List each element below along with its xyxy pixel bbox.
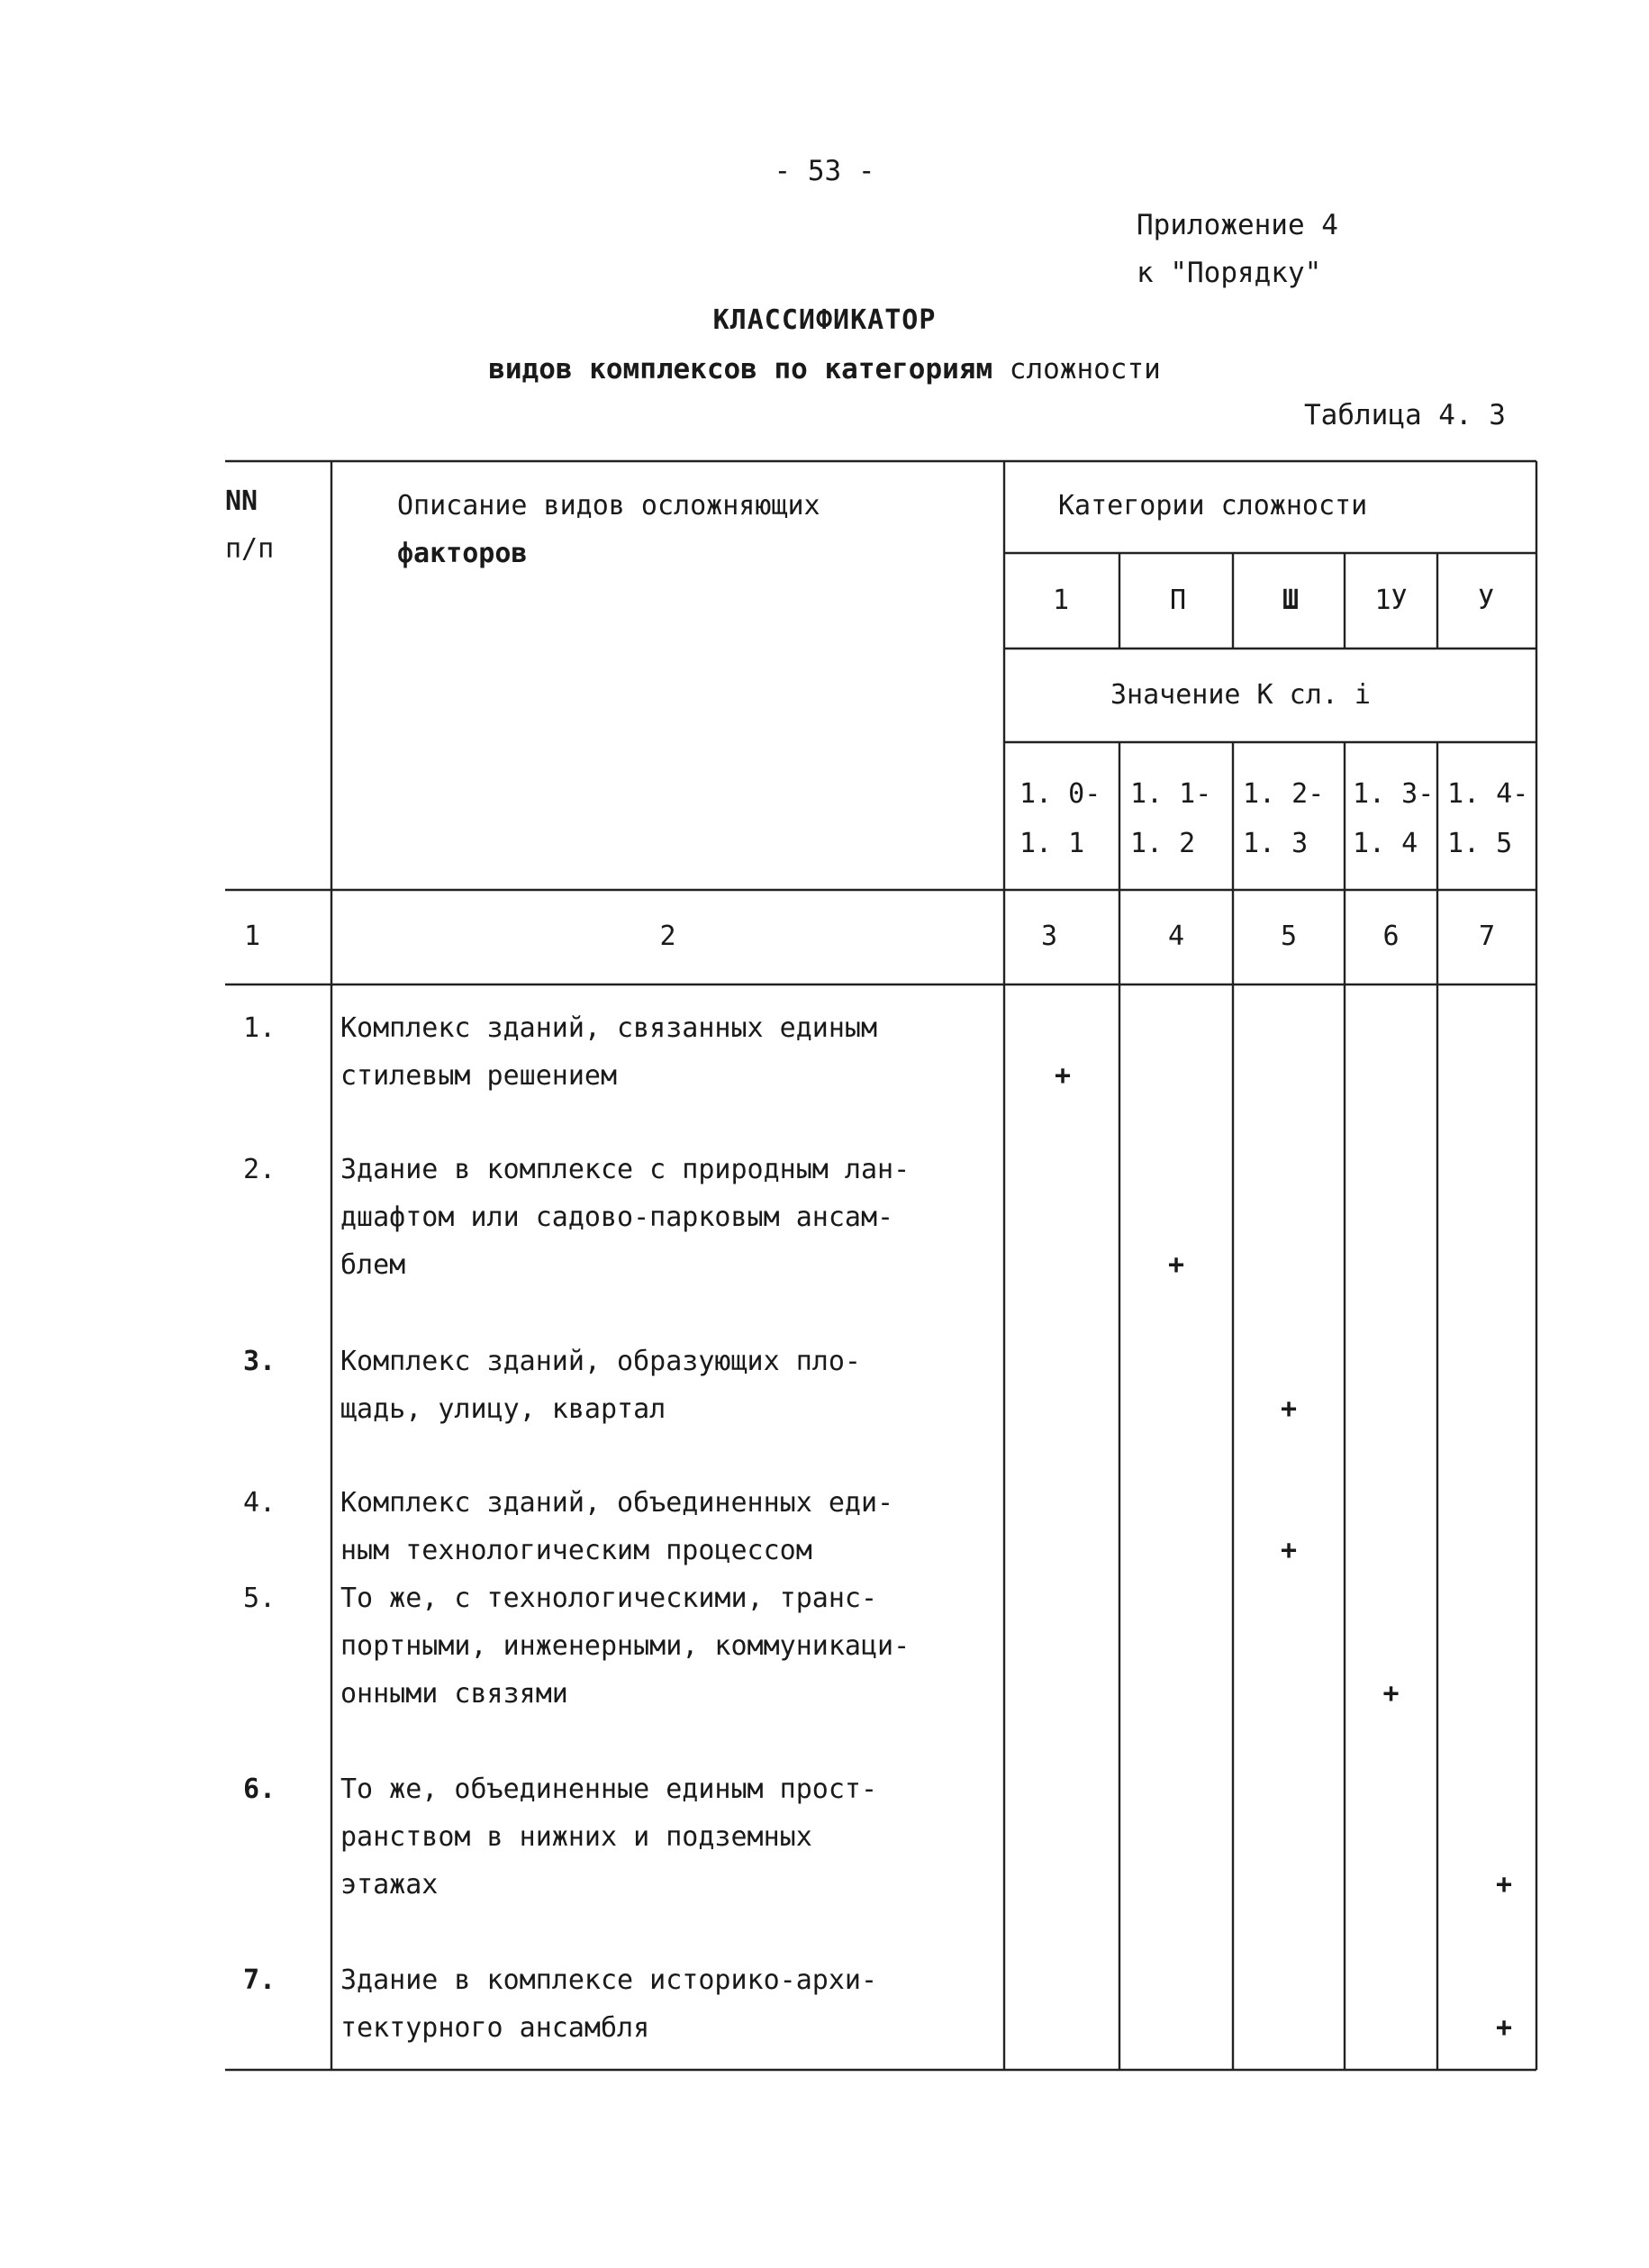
header-k-range-top-2: 1. 1- [1130,778,1212,810]
row-7-number: 7. [243,1964,276,1996]
header-k-range-bottom-1: 1. 1 [1019,828,1085,859]
row-1-line-1: Комплекс зданий, связанных единым [340,1012,878,1044]
row-6-line-1: То же, объединенные единым прост- [340,1774,878,1805]
row-6-number: 6. [243,1774,276,1805]
row-6-line-3: этажах [340,1869,439,1901]
row-2-number: 2. [243,1154,276,1185]
header-k-range-bottom-2: 1. 2 [1130,828,1196,859]
header-k-range-top-3: 1. 2- [1243,778,1325,810]
row-5-mark: + [1382,1678,1400,1710]
header-category-5: У [1477,585,1495,616]
row-5-line-3: онными связями [340,1678,568,1710]
column-number-2: 2 [659,921,676,952]
header-k-range-top-1: 1. 0- [1019,778,1101,810]
header-category-4: 1У [1374,585,1408,616]
header-k-range-bottom-3: 1. 3 [1243,828,1309,859]
document-title: КЛАССИФИКАТОР [712,304,937,336]
row-2-line-3: блем [340,1249,406,1281]
row-2-mark: + [1167,1249,1185,1281]
row-4-line-1: Комплекс зданий, объединенных еди- [340,1487,894,1519]
column-number-5: 5 [1280,921,1298,952]
header-description-line1-text: Описание видов осложняющих [397,490,820,522]
header-k-range-top-5: 1. 4- [1447,778,1529,810]
row-4-line-2: ным технологическим процессом [340,1535,812,1566]
column-number-6: 6 [1382,921,1400,952]
row-1-mark: + [1054,1060,1072,1092]
header-categories-title: Категории сложности [1058,490,1368,522]
header-k-range-bottom-5: 1. 5 [1447,828,1513,859]
subtitle-bold-part: видов комплексов по категориям [488,353,993,386]
row-7-line-2: тектурного ансамбля [340,2012,650,2044]
row-3-number: 3. [243,1346,276,1377]
header-description-line2: факторов [397,538,528,569]
header-k-value-title: Значение К сл. i [1110,679,1371,711]
row-5-line-2: портными, инженерными, коммуникаци- [340,1630,911,1662]
row-6-mark: + [1495,1869,1513,1901]
row-1-line-2: стилевым решением [340,1060,618,1092]
column-number-1: 1 [243,921,261,952]
header-category-2: П [1169,585,1187,616]
table-label: Таблица 4. 3 [1304,399,1506,431]
header-num-line2: п/п [225,533,275,565]
header-description-line1 [397,482,820,530]
header-category-3: Ш [1282,585,1300,616]
column-number-7: 7 [1478,921,1496,952]
header-category-1: 1 [1052,585,1070,616]
header-k-range-bottom-4: 1. 4 [1353,828,1418,859]
row-7-mark: + [1495,2012,1513,2044]
row-4-mark: + [1280,1535,1298,1566]
header-num-line1: NN [225,485,258,517]
row-3-line-1: Комплекс зданий, образующих пло- [340,1346,861,1377]
row-1-number: 1. [243,1012,276,1044]
row-4-number: 4. [243,1487,276,1519]
order-reference: к "Порядку" [1137,257,1322,289]
row-6-line-2: ранством в нижних и подземных [340,1821,812,1853]
row-5-line-1: То же, с технологическими, транс- [340,1583,878,1614]
column-number-3: 3 [1040,921,1058,952]
header-k-range-top-4: 1. 3- [1353,778,1435,810]
row-3-line-2: щадь, улицу, квартал [340,1393,666,1425]
row-3-mark: + [1280,1393,1298,1425]
column-number-4: 4 [1167,921,1185,952]
row-5-number: 5. [243,1583,276,1614]
subtitle-rest-part: сложности [992,353,1161,386]
row-2-line-2: дшафтом или садово-парковым ансам- [340,1202,894,1233]
row-2-line-1: Здание в комплексе с природным лан- [340,1154,911,1185]
appendix-label: Приложение 4 [1137,209,1338,241]
row-7-line-1: Здание в комплексе историко-архи- [340,1964,878,1996]
page-number: - 53 - [774,155,875,187]
